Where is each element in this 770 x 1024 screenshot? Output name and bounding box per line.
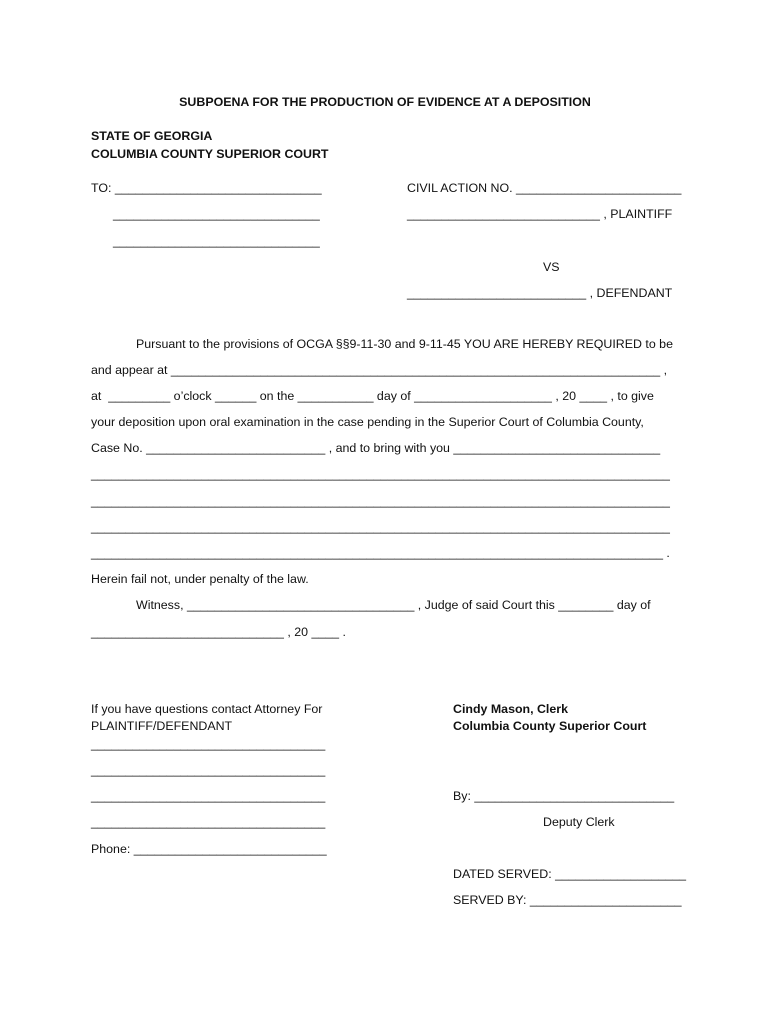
clerk-by-line: By: _____________________________: [453, 789, 675, 803]
body-line-2: and appear at _______________________________________________________________________ ,: [91, 363, 668, 377]
attorney-blank-4: __________________________________: [91, 815, 326, 829]
clerk-court: Columbia County Superior Court: [453, 719, 647, 733]
served-by-line: SERVED BY: ______________________: [453, 893, 682, 907]
witness-line: Witness, _________________________________ , Judge of said Court this ________ day of: [136, 598, 651, 612]
state-heading: STATE OF GEORGIA: [91, 129, 213, 143]
fail-not-line: Herein fail not, under penalty of the law.: [91, 572, 309, 586]
items-blank-3: ____________________________________________________________________________________: [91, 520, 670, 534]
body-line-4: your deposition upon oral examination in the case pending in the Superior Court of Columbia County,: [91, 415, 644, 429]
to-line-3: ______________________________: [113, 234, 320, 248]
attorney-blank-3: __________________________________: [91, 789, 326, 803]
attorney-blank-2: __________________________________: [91, 763, 326, 777]
body-line-3: at _________ o’clock ______ on the ___________ day of ____________________ , 20 ____ , to give: [91, 389, 654, 403]
deputy-clerk-label: Deputy Clerk: [543, 815, 615, 829]
clerk-name: Cindy Mason, Clerk: [453, 702, 568, 716]
items-blank-4: ___________________________________________________________________________________ .: [91, 546, 670, 560]
plaintiff-line: ____________________________ , PLAINTIFF: [407, 207, 673, 221]
to-line-1: TO: ______________________________: [91, 181, 322, 195]
attorney-blank-1: __________________________________: [91, 737, 326, 751]
witness-date-line: ____________________________ , 20 ____ .: [91, 625, 346, 639]
body-line-1: Pursuant to the provisions of OCGA §§9-11-30 and 9-11-45 YOU ARE HEREBY REQUIRED to be: [136, 337, 673, 351]
versus-label: VS: [543, 260, 560, 274]
attorney-contact-line-2: PLAINTIFF/DEFENDANT: [91, 719, 233, 733]
to-line-2: ______________________________: [113, 207, 320, 221]
attorney-contact-line-1: If you have questions contact Attorney For: [91, 702, 323, 716]
defendant-line: __________________________ , DEFENDANT: [407, 286, 673, 300]
phone-line: Phone: ____________________________: [91, 842, 327, 856]
court-heading: COLUMBIA COUNTY SUPERIOR COURT: [91, 147, 329, 161]
body-line-5: Case No. __________________________ , and to bring with you ______________________________: [91, 441, 661, 455]
dated-served-line: DATED SERVED: ___________________: [453, 867, 687, 881]
items-blank-2: ____________________________________________________________________________________: [91, 494, 670, 508]
items-blank-1: ____________________________________________________________________________________: [91, 467, 670, 481]
civil-action-number: CIVIL ACTION NO. ________________________: [407, 181, 682, 195]
document-title: SUBPOENA FOR THE PRODUCTION OF EVIDENCE AT A DEPOSITION: [179, 95, 591, 109]
